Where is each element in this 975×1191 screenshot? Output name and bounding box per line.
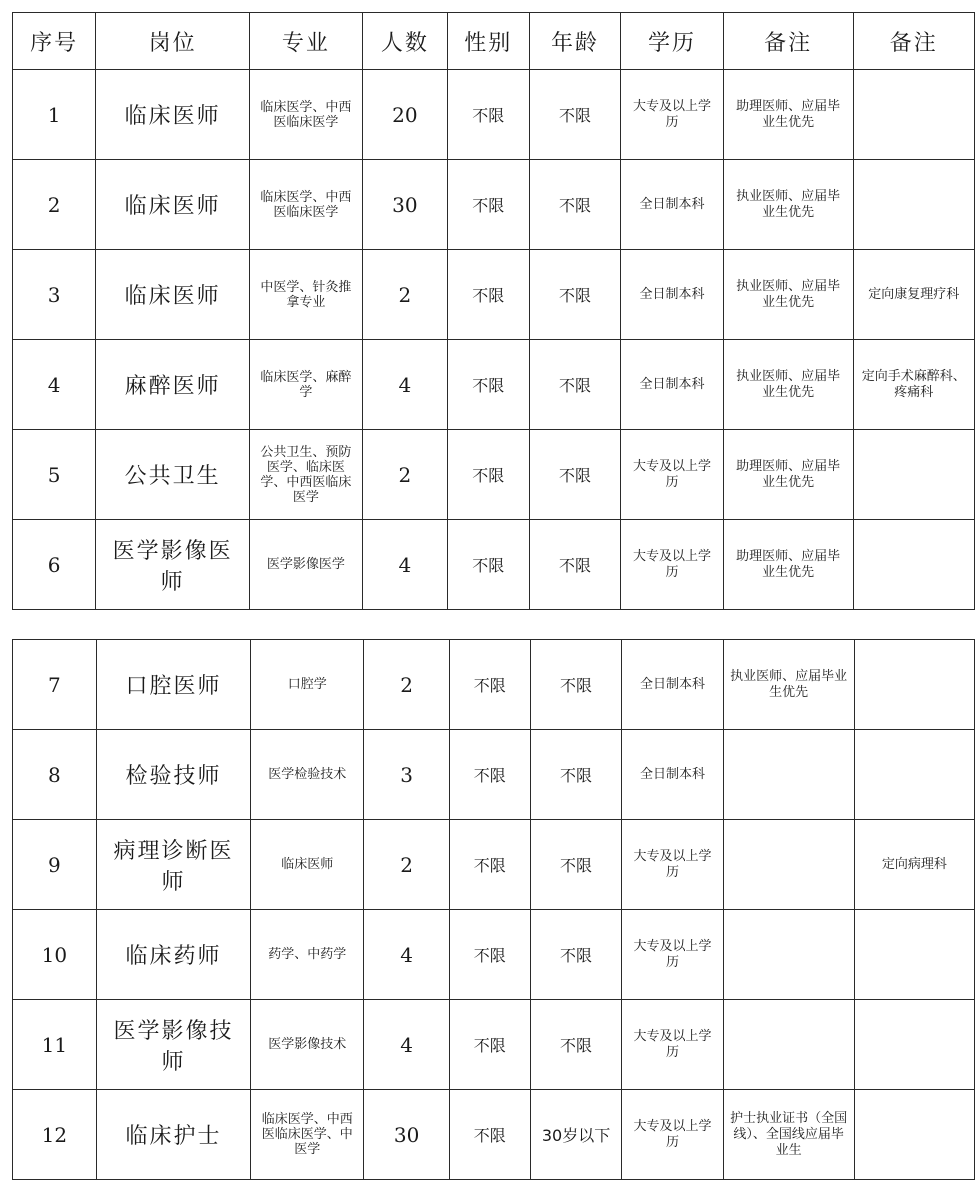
table-row — [13, 160, 975, 250]
cell-no: 8 — [13, 730, 97, 820]
cell-age: 不限 — [530, 730, 622, 820]
cell-remark-2 — [853, 520, 974, 610]
table-row — [13, 250, 975, 340]
cell-education: 全日制本科 — [621, 160, 723, 250]
table-row — [13, 520, 975, 610]
cell-no: 10 — [13, 910, 97, 1000]
cell-post: 公共卫生 — [96, 430, 250, 520]
cell-education: 全日制本科 — [621, 250, 723, 340]
header-age: 年龄 — [529, 13, 621, 70]
cell-no: 12 — [13, 1090, 97, 1180]
cell-count: 30 — [362, 160, 447, 250]
cell-age: 不限 — [530, 910, 622, 1000]
cell-age: 不限 — [530, 820, 622, 910]
cell-count: 30 — [364, 1090, 450, 1180]
cell-sex: 不限 — [447, 70, 529, 160]
cell-age: 30岁以下 — [530, 1090, 622, 1180]
cell-remark-2: 定向病理科 — [854, 820, 974, 910]
cell-education: 大专及以上学历 — [622, 1090, 723, 1180]
cell-remark-1: 执业医师、应届毕业生优先 — [723, 250, 853, 340]
cell-remark-1 — [723, 820, 854, 910]
cell-post: 检验技师 — [96, 730, 250, 820]
cell-sex: 不限 — [449, 640, 530, 730]
cell-count: 2 — [364, 820, 450, 910]
cell-remark-2 — [854, 1000, 974, 1090]
cell-post: 医学影像医师 — [96, 520, 250, 610]
cell-remark-1: 助理医师、应届毕业生优先 — [723, 520, 853, 610]
cell-count: 20 — [362, 70, 447, 160]
cell-major: 医学影像医学 — [249, 520, 362, 610]
cell-sex: 不限 — [447, 250, 529, 340]
table-row — [13, 430, 975, 520]
header-remark-1: 备注 — [723, 13, 853, 70]
cell-age: 不限 — [529, 70, 621, 160]
cell-post: 临床医师 — [96, 160, 250, 250]
cell-no: 5 — [13, 430, 96, 520]
table-row — [13, 820, 975, 910]
cell-no: 9 — [13, 820, 97, 910]
cell-post: 口腔医师 — [96, 640, 250, 730]
cell-remark-1: 执业医师、应届毕业生优先 — [723, 160, 853, 250]
cell-remark-1 — [723, 730, 854, 820]
cell-remark-1: 助理医师、应届毕业生优先 — [723, 70, 853, 160]
table-row — [13, 910, 975, 1000]
cell-major: 临床医师 — [251, 820, 364, 910]
cell-education: 大专及以上学历 — [621, 520, 723, 610]
cell-sex: 不限 — [449, 730, 530, 820]
cell-age: 不限 — [529, 250, 621, 340]
cell-age: 不限 — [530, 640, 622, 730]
cell-remark-1: 执业医师、应届毕业生优先 — [723, 340, 853, 430]
cell-no: 11 — [13, 1000, 97, 1090]
cell-post: 病理诊断医师 — [96, 820, 250, 910]
cell-major: 临床医学、中西医临床医学 — [249, 160, 362, 250]
header-no: 序号 — [13, 13, 96, 70]
cell-major: 临床医学、中西医临床医学 — [249, 70, 362, 160]
cell-education: 全日制本科 — [622, 730, 723, 820]
cell-age: 不限 — [529, 430, 621, 520]
cell-sex: 不限 — [447, 430, 529, 520]
cell-post: 临床护士 — [96, 1090, 250, 1180]
cell-major: 中医学、针灸推拿专业 — [249, 250, 362, 340]
cell-major: 临床医学、中西医临床医学、中医学 — [251, 1090, 364, 1180]
cell-no: 3 — [13, 250, 96, 340]
header-major: 专业 — [249, 13, 362, 70]
cell-remark-2 — [854, 730, 974, 820]
cell-count: 4 — [362, 340, 447, 430]
cell-no: 7 — [13, 640, 97, 730]
cell-age: 不限 — [529, 160, 621, 250]
cell-sex: 不限 — [449, 1090, 530, 1180]
cell-no: 1 — [13, 70, 96, 160]
table-row — [13, 1090, 975, 1180]
cell-age: 不限 — [529, 520, 621, 610]
cell-count: 2 — [362, 250, 447, 340]
header-count: 人数 — [362, 13, 447, 70]
cell-count: 4 — [364, 910, 450, 1000]
cell-count: 2 — [364, 640, 450, 730]
cell-education: 全日制本科 — [622, 640, 723, 730]
recruitment-table-part-2 — [12, 639, 975, 1180]
cell-major: 医学检验技术 — [251, 730, 364, 820]
cell-post: 临床医师 — [96, 250, 250, 340]
header-sex: 性别 — [447, 13, 529, 70]
cell-education: 大专及以上学历 — [621, 70, 723, 160]
header-education: 学历 — [621, 13, 723, 70]
cell-count: 3 — [364, 730, 450, 820]
cell-remark-1: 助理医师、应届毕业生优先 — [723, 430, 853, 520]
cell-age: 不限 — [529, 340, 621, 430]
cell-major: 口腔学 — [251, 640, 364, 730]
cell-remark-1 — [723, 910, 854, 1000]
cell-remark-2 — [854, 640, 974, 730]
header-remark-2: 备注 — [853, 13, 974, 70]
table-row — [13, 70, 975, 160]
cell-education: 大专及以上学历 — [622, 1000, 723, 1090]
cell-major: 药学、中药学 — [251, 910, 364, 1000]
table-row — [13, 730, 975, 820]
table-row — [13, 640, 975, 730]
cell-no: 2 — [13, 160, 96, 250]
cell-remark-2: 定向手术麻醉科、疼痛科 — [853, 340, 974, 430]
cell-remark-2 — [854, 1090, 974, 1180]
cell-remark-1: 执业医师、应届毕业生优先 — [723, 640, 854, 730]
cell-age: 不限 — [530, 1000, 622, 1090]
table-row — [13, 340, 975, 430]
table-header-row — [13, 13, 975, 70]
table-row — [13, 1000, 975, 1090]
recruitment-table-part-1 — [12, 12, 975, 610]
cell-no: 4 — [13, 340, 96, 430]
cell-major: 医学影像技术 — [251, 1000, 364, 1090]
header-post: 岗位 — [96, 13, 250, 70]
cell-no: 6 — [13, 520, 96, 610]
cell-major: 公共卫生、预防医学、临床医学、中西医临床医学 — [249, 430, 362, 520]
cell-remark-2 — [853, 430, 974, 520]
cell-remark-2: 定向康复理疗科 — [853, 250, 974, 340]
cell-education: 大专及以上学历 — [622, 820, 723, 910]
cell-remark-1: 护士执业证书（全国线）、全国线应届毕业生 — [723, 1090, 854, 1180]
cell-sex: 不限 — [449, 1000, 530, 1090]
cell-post: 麻醉医师 — [96, 340, 250, 430]
cell-post: 医学影像技师 — [96, 1000, 250, 1090]
cell-education: 大专及以上学历 — [621, 430, 723, 520]
cell-remark-2 — [853, 160, 974, 250]
cell-post: 临床药师 — [96, 910, 250, 1000]
cell-education: 大专及以上学历 — [622, 910, 723, 1000]
cell-count: 2 — [362, 430, 447, 520]
cell-sex: 不限 — [447, 160, 529, 250]
cell-sex: 不限 — [447, 340, 529, 430]
cell-remark-2 — [853, 70, 974, 160]
cell-post: 临床医师 — [96, 70, 250, 160]
cell-sex: 不限 — [449, 820, 530, 910]
cell-major: 临床医学、麻醉学 — [249, 340, 362, 430]
cell-sex: 不限 — [447, 520, 529, 610]
cell-remark-2 — [854, 910, 974, 1000]
cell-sex: 不限 — [449, 910, 530, 1000]
cell-education: 全日制本科 — [621, 340, 723, 430]
cell-count: 4 — [362, 520, 447, 610]
cell-remark-1 — [723, 1000, 854, 1090]
cell-count: 4 — [364, 1000, 450, 1090]
